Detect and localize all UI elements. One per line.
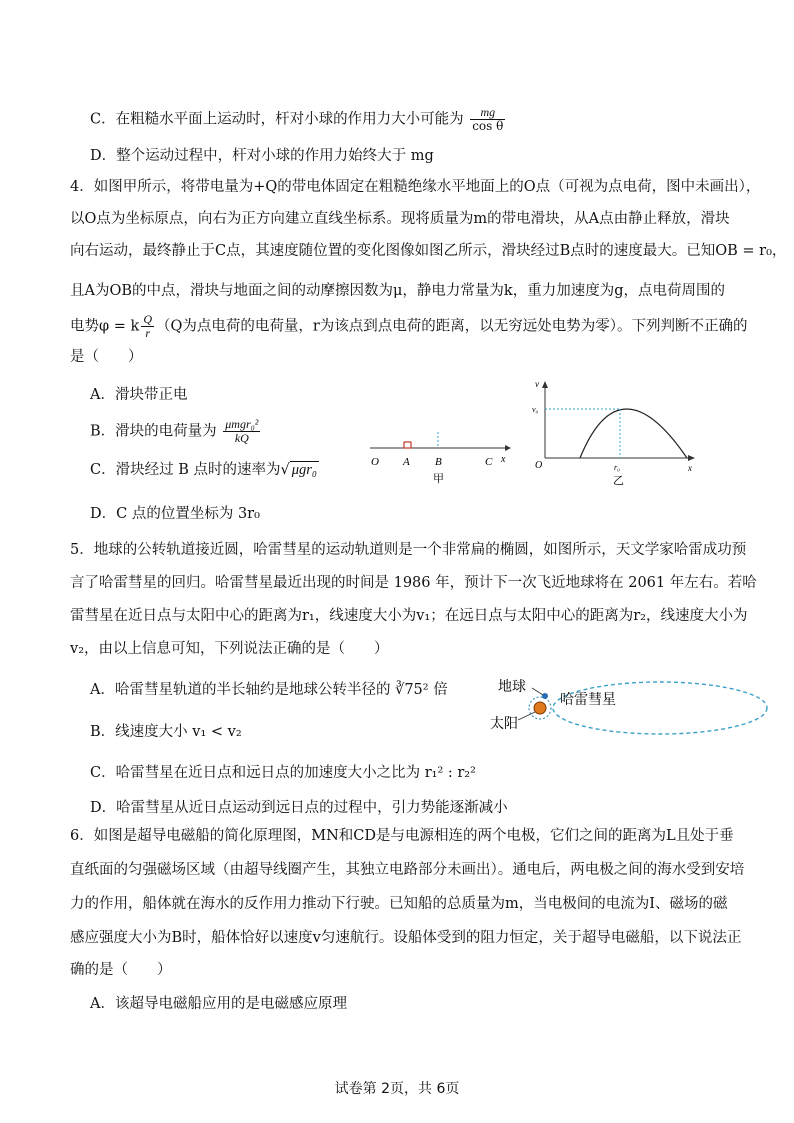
label-o: O [371,456,379,468]
q4-option-d: D．C 点的位置坐标为 3r₀ [90,506,260,522]
q4-potential-fraction: $\frac{Q}{r}$ [143,312,152,340]
q6-stem-line5: 确的是（ ） [70,962,172,978]
r0-label: r₀ [614,463,620,472]
q6-stem-line3: 力的作用，船体就在海水的反作用力推动下行驶。已知船的总质量为m，当电极间的电流为I、磁场的磁 [70,896,728,912]
figure-yi [525,378,705,493]
q4-option-c: C．滑块经过 B 点时的速率为√ μgr₀ [90,462,317,478]
caption-jia: 甲 [433,473,444,485]
comet-label: 哈雷彗星 [560,693,616,708]
v0-label: v₀ [532,405,539,414]
label-b: B [435,456,442,468]
q5-option-b: B．线速度大小 v₁ < v₂ [90,724,242,740]
q4-option-a: A．滑块带正电 [90,387,188,403]
label-a: A [403,456,410,468]
slider-block [404,442,411,448]
q6-stem-line4: 感应强度大小为B时，船体恰好以速度v匀速航行。设船体受到的阻力恒定，关于超导电磁船，以下说法正 [70,930,742,946]
q3-fraction: $\frac{mg}{\text{cos θ}}$ [472,105,504,133]
q3-option-d: D．整个运动过程中，杆对小球的作用力始终大于 mg [90,148,434,164]
q4-stem-line4: 且A为OB的中点，滑块与地面之间的动摩擦因数为μ，静电力常量为k，重力加速度为g，点电荷周围的 [70,283,726,299]
earth-label: 地球 [498,680,526,695]
halley-orbit-figure [490,670,780,745]
q5-stem-line1: 5．地球的公转轨道接近圆，哈雷彗星的运动轨道则是一个非常扁的椭圆，如图所示，天文学家哈雷成功预 [70,542,747,558]
caption-yi: 乙 [613,475,624,487]
label-c: C [485,456,493,468]
q4-charge-fraction: $\frac{\text{μmgr₀²}}{kQ}$ [225,417,259,445]
axis-v-label: v [535,379,539,389]
origin-label: O [535,460,543,471]
page-footer: 试卷第 2页，共 6页 [334,1081,460,1097]
q4-option-b: B．滑块的电荷量为 $\frac{\text{μmgr₀²}}{kQ}$ [90,417,259,445]
q5-stem-line3: 雷彗星在近日点与太阳中心的距离为r₁，线速度大小为v₁；在远日点与太阳中心的距离为r₂，线速度大小为 [70,608,748,624]
q6-stem-line1: 6．如图是超导电磁船的简化原理图，MN和CD是与电源相连的两个电极，它们之间的距离为L且处于垂 [70,828,734,844]
q5-stem-line2: 言了哈雷彗星的回归。哈雷彗星最近出现的时间是 1986 年，预计下一次飞近地球将在 2061 年左右。若哈 [70,575,757,591]
q5-option-a: A．哈雷彗星轨道的半长轴约是地球公转半径的 ∛75² 倍 [90,682,448,698]
figure-jia [365,430,515,490]
comet-orbit [553,682,767,734]
axis-x-label: x [688,463,692,473]
q6-stem-line2: 直纸面的匀强磁场区域（由超导线圈产生，其独立电路部分未画出）。通电后，两电极之间的海水受到安培 [70,862,745,878]
q4-stem-line3: 向右运动，最终静止于C点，其速度随位置的变化图像如图乙所示，滑块经过B点时的速度最大。已知OB = r₀， [70,243,787,259]
q4-stem-line1: 4．如图甲所示，将带电量为+Q的带电体固定在粗糙绝缘水平地面上的O点（可视为点电荷，图中未画出）， [70,179,761,195]
q4-stem-line2: 以O点为坐标原点，向右为正方向建立直线坐标系。现将质量为m的带电滑块，从A点由静止释放，滑块 [70,211,730,227]
earth-icon [542,693,548,699]
q5-stem-line4: v₂，由以上信息可知，下列说法正确的是（ ） [70,641,389,657]
sun-label: 太阳 [490,717,518,732]
q5-option-d: D．哈雷彗星从近日点运动到远日点的过程中，引力势能逐渐减小 [90,800,508,816]
q4-stem-line5: 电势φ = k $\frac{Q}{r}$ （Q为点电荷的电荷量，r为该点到点电荷的距离，以无穷远处电势为零）。下列判断不正确的 [70,312,748,340]
q6-option-a: A．该超导电磁船应用的是电磁感应原理 [90,996,347,1012]
sun-icon [534,702,546,714]
q5-option-c: C．哈雷彗星在近日点和远日点的加速度大小之比为 r₁² : r₂² [90,765,476,781]
q4-stem-line6: 是（ ） [70,349,143,365]
q3-option-c: C．在粗糙水平面上运动时，杆对小球的作用力大小可能为 $\frac{mg}{\text{cos θ}}$ [90,105,504,133]
label-x: x [501,454,506,465]
velocity-curve [580,409,687,458]
